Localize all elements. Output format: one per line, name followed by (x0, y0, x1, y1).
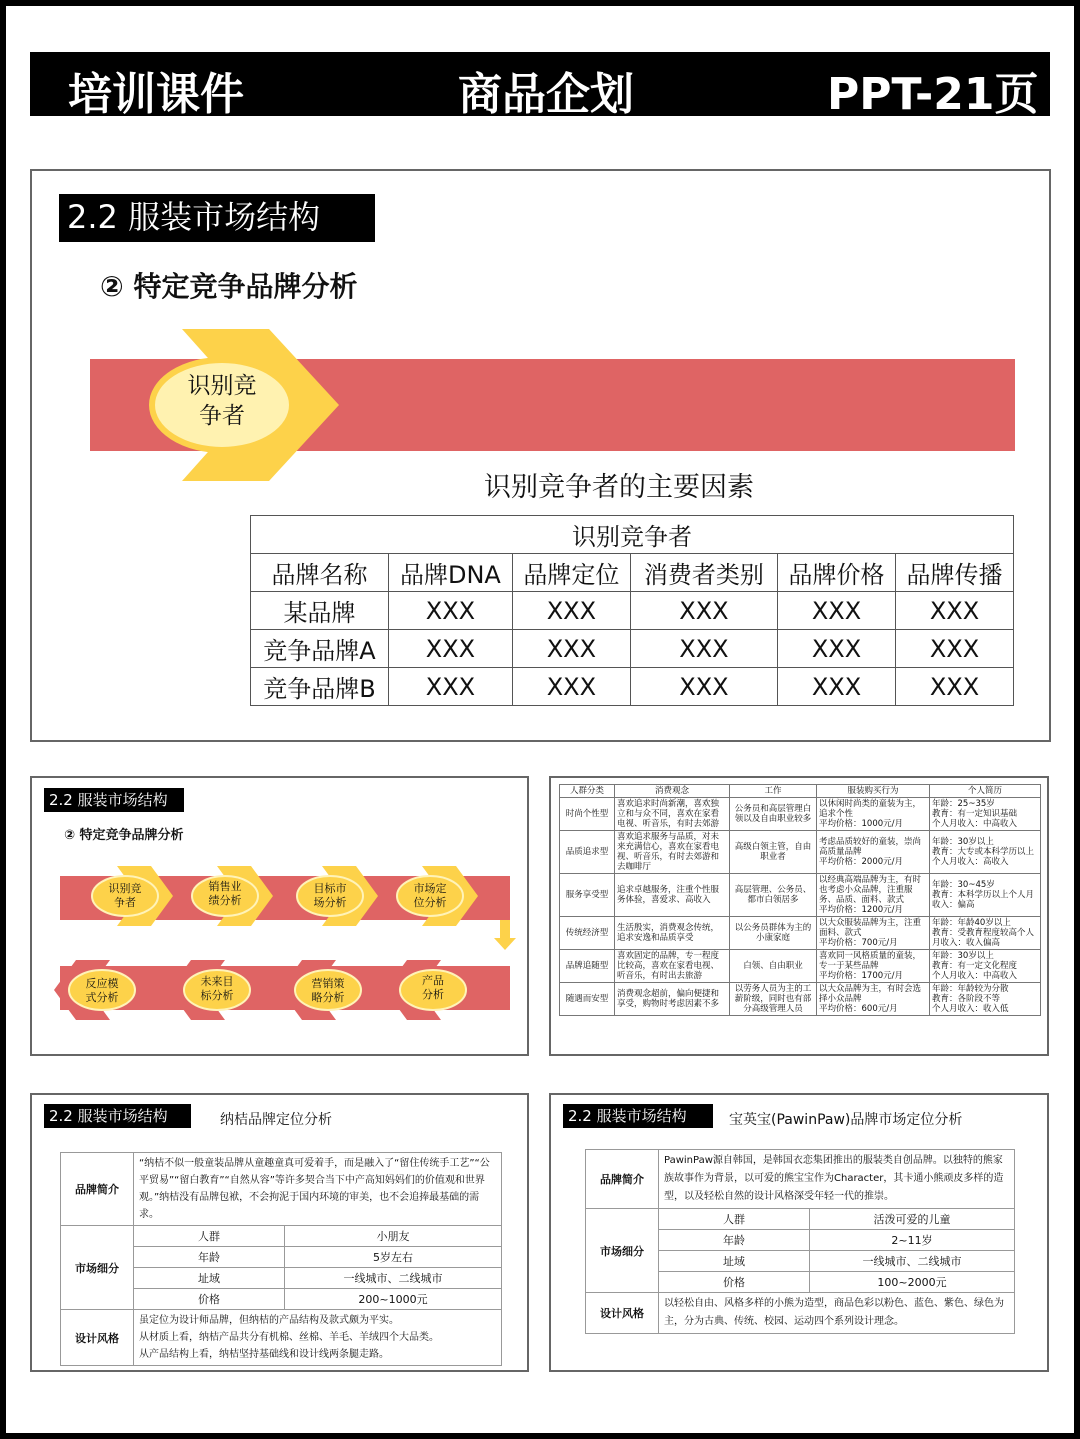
cell: 年龄：年龄较为分散 教育：各阶段不等 个人月收入：收入低 (930, 983, 1041, 1016)
market-value: 5岁左右 (285, 1247, 502, 1268)
header-left: 培训课件 (68, 69, 244, 120)
table-row (560, 831, 1041, 874)
cell: 喜欢固定的品牌，专一程度比较高，喜欢在家看电视、听音乐，有时出去旅游 (615, 950, 730, 983)
col-header: 品牌定位 (512, 554, 630, 592)
cell: 时尚个性型 (560, 798, 615, 831)
cell: 公务员和高层管理白领以及自由职业较多 (730, 798, 817, 831)
cell: 随遇而安型 (560, 983, 615, 1016)
market-key: 址域 (659, 1251, 810, 1272)
table-group-header: 识别竞争者 (251, 516, 1014, 554)
col-header: 消费者类别 (630, 554, 777, 592)
intro-text: PawinPaw源自韩国，是韩国衣恋集团推出的服装类自创品牌。以独特的熊家族故事作为背景，以可爱的熊宝宝作为Character，其卡通小熊顽皮多样的造型，以及轻松自然的设计风格深受年轻一代的推崇。 (659, 1150, 1015, 1209)
row-label: 市场细分 (61, 1226, 134, 1310)
step-banner (32, 171, 1049, 501)
cell: XXX (630, 668, 777, 706)
cell: XXX (895, 630, 1013, 668)
cell: 消费观念超前，偏向便捷和享受，购物时考虑因素不多 (615, 983, 730, 1016)
step-label: 识别竞 争者 (108, 882, 142, 909)
market-key: 人群 (659, 1209, 810, 1230)
market-key: 人群 (134, 1226, 285, 1247)
step-label: 未来目 标分析 (200, 975, 234, 1002)
table-title: 识别竞争者的主要因素 (484, 472, 754, 503)
table-row (560, 798, 1041, 831)
cell: 以经典高端品牌为主，有时也考虑小众品牌，注重服务、品质、面料、款式 平均价格：1200元/月 (817, 874, 930, 917)
cell: 以公务员群体为主的小康家庭 (730, 917, 817, 950)
cell: 竞争品牌B (251, 668, 389, 706)
table-row (251, 592, 1014, 630)
cell: 年龄：30岁以上 教育：大专或本科学历以上 个人月收入：高收入 (930, 831, 1041, 874)
cell: XXX (778, 668, 896, 706)
cell: 喜欢同一风格质量的童装，专一于某些品牌 平均价格：1700元/月 (817, 950, 930, 983)
market-key: 年龄 (659, 1230, 810, 1251)
cell: XXX (630, 630, 777, 668)
step-label: 销售业 绩分析 (208, 880, 242, 907)
col-header: 品牌DNA (389, 554, 513, 592)
table-row (560, 874, 1041, 917)
cell: XXX (389, 630, 513, 668)
style-line: 虽定位为设计师品牌，但纳桔的产品结构及款式颇为平实。 (139, 1315, 399, 1326)
table-row (251, 630, 1014, 668)
table-row (560, 950, 1041, 983)
cell: 白领、自由职业 (730, 950, 817, 983)
row-label: 设计风格 (586, 1293, 659, 1334)
segment-table (559, 784, 1041, 1016)
competitor-table (250, 515, 1014, 706)
cell: XXX (389, 668, 513, 706)
subtitle: ② 特定竞争品牌分析 (100, 270, 358, 303)
slide-title: 纳桔品牌定位分析 (220, 1112, 332, 1128)
cell: 年龄：30岁以上 教育：有一定文化程度 个人月收入：中高收入 (930, 950, 1041, 983)
intro-text: “纳桔不似一般童装品牌从童趣童真可爱着手，而是融入了“留住传统手工艺”“公平贸易”“留白教育”“自然从容”等许多契合当下中产高知妈妈们的价值观和世界观。”纳桔没有品牌包袱，不会拘泥于国内环境的审美，也不会追捧最基础的需求。 (134, 1153, 502, 1226)
slide-pawinpaw-positioning (549, 1093, 1049, 1372)
cell: 以劳务人员为主的工薪阶级，同时也有部分高级管理人员 (730, 983, 817, 1016)
slide-consumer-segments (549, 776, 1049, 1056)
cell: 某品牌 (251, 592, 389, 630)
flow-labels (32, 778, 527, 1054)
cell: XXX (778, 592, 896, 630)
market-key: 年龄 (134, 1247, 285, 1268)
section-tag: 2.2 服装市场结构 (44, 1104, 191, 1128)
market-key: 价格 (659, 1272, 810, 1293)
slide-analysis-flow (30, 776, 529, 1056)
cell: 品牌追随型 (560, 950, 615, 983)
cell: 追求卓越服务，注重个性服务体验，喜爱求、高收入 (615, 874, 730, 917)
step-label: 目标市 场分析 (313, 882, 347, 909)
style-text: 以轻松自由、风格多样的小熊为造型，商品色彩以粉色、蓝色、紫色、绿色为主，分为古典、传统、校园、运动四个系列设计理念。 (659, 1293, 1015, 1334)
cell: 服务享受型 (560, 874, 615, 917)
col-header: 消费观念 (615, 785, 730, 798)
cell: 品质追求型 (560, 831, 615, 874)
col-header: 个人简历 (930, 785, 1041, 798)
cell: XXX (512, 668, 630, 706)
row-label: 设计风格 (61, 1310, 134, 1366)
col-header: 服装购买行为 (817, 785, 930, 798)
slide-competitor-identification (30, 169, 1051, 742)
col-header: 品牌价格 (778, 554, 896, 592)
cell: 年龄：25~35岁 教育：有一定知识基础 个人月收入：中高收入 (930, 798, 1041, 831)
cell: 竞争品牌A (251, 630, 389, 668)
market-key: 址域 (134, 1268, 285, 1289)
cell: 考虑品质较好的童装，崇尚高质量品牌 平均价格：2000元/月 (817, 831, 930, 874)
cell: XXX (512, 630, 630, 668)
style-text (134, 1310, 502, 1366)
step-label: 反应模 式分析 (85, 977, 119, 1004)
row-label: 市场细分 (586, 1209, 659, 1293)
cell: 传统经济型 (560, 917, 615, 950)
header-center: 商品企划 (458, 69, 634, 120)
cell: XXX (778, 630, 896, 668)
table-row (251, 668, 1014, 706)
style-line: 从材质上看，纳桔产品共分有机棉、丝棉、羊毛、羊绒四个大品类。 (139, 1332, 439, 1343)
cell: 年龄：30~45岁 教育：本科学历以上个人月收入：偏高 (930, 874, 1041, 917)
col-header: 品牌名称 (251, 554, 389, 592)
cell: 以大众服装品牌为主，注重面料、款式 平均价格：700元/月 (817, 917, 930, 950)
table-header-row (560, 785, 1041, 798)
style-line: 从产品结构上看，纳桔坚持基础线和设计线两条腿走路。 (139, 1349, 389, 1360)
step-label: 识别竞 争者 (187, 373, 257, 429)
market-value: 一线城市、二线城市 (285, 1268, 502, 1289)
cell: XXX (895, 592, 1013, 630)
cell: 高层管理、公务员、都市白领居多 (730, 874, 817, 917)
market-value: 活泼可爱的儿童 (810, 1209, 1015, 1230)
step-label: 营销策 略分析 (311, 977, 345, 1004)
cell: 喜欢追求服务与品质，对未来充满信心，喜欢在家看电视、听音乐，有时去郊游和去咖啡厅 (615, 831, 730, 874)
cell: 以休闲时尚类的童装为主，追求个性 平均价格：1000元/月 (817, 798, 930, 831)
col-header: 品牌传播 (895, 554, 1013, 592)
table-row (560, 917, 1041, 950)
market-value: 100~2000元 (810, 1272, 1015, 1293)
market-key: 价格 (134, 1289, 285, 1310)
table-row (560, 983, 1041, 1016)
header-bar (30, 52, 1050, 120)
col-header: 工作 (730, 785, 817, 798)
cell: 年龄：年龄40岁以上 教育：受教育程度较高个人月收入：收入偏高 (930, 917, 1041, 950)
cell: XXX (512, 592, 630, 630)
header-right: PPT-21页 (827, 69, 1039, 120)
najie-table (60, 1152, 502, 1366)
slide-title: 宝英宝(PawinPaw)品牌市场定位分析 (729, 1112, 963, 1128)
cell: XXX (389, 592, 513, 630)
step-label: 产品 分析 (422, 974, 444, 1001)
section-tag: 2.2 服装市场结构 (563, 1104, 713, 1128)
section-tag: 2.2 服装市场结构 (44, 788, 184, 812)
slide-najie-positioning (30, 1093, 529, 1372)
subtitle: ② 特定竞争品牌分析 (64, 828, 184, 843)
col-header: 人群分类 (560, 785, 615, 798)
cell: XXX (630, 592, 777, 630)
section-tag: 2.2 服装市场结构 (59, 194, 375, 242)
cell: XXX (895, 668, 1013, 706)
market-value: 小朋友 (285, 1226, 502, 1247)
pawinpaw-table (585, 1149, 1015, 1334)
cell: 喜欢追求时尚新潮，喜欢独立和与众不同，喜欢在家看电视、听音乐，有时去郊游 (615, 798, 730, 831)
row-label: 品牌简介 (61, 1153, 134, 1226)
cell: 高级白领主管，自由职业者 (730, 831, 817, 874)
market-value: 2~11岁 (810, 1230, 1015, 1251)
row-label: 品牌简介 (586, 1150, 659, 1209)
cell: 生活殷实，消费观念传统，追求安逸和品质享受 (615, 917, 730, 950)
cell: 以大众品牌为主，有时会选择小众品牌 平均价格：600元/月 (817, 983, 930, 1016)
market-value: 200~1000元 (285, 1289, 502, 1310)
step-label: 市场定 位分析 (413, 882, 447, 909)
market-value: 一线城市、二线城市 (810, 1251, 1015, 1272)
